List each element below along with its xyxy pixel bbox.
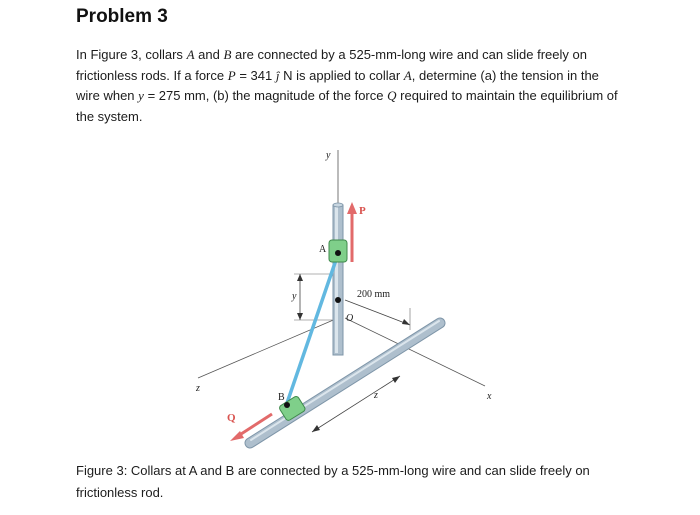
z-axis-line bbox=[198, 318, 338, 378]
math-var-b: B bbox=[223, 47, 232, 62]
z-dim-arrow-left bbox=[312, 425, 320, 432]
dim-200-arrow bbox=[402, 319, 410, 325]
text-segment: N is applied to collar bbox=[283, 67, 401, 83]
rod-vertical-highlight bbox=[335, 207, 338, 353]
label-200mm: 200 mm bbox=[357, 289, 391, 300]
figure-caption: Figure 3: Collars at A and B are connected by a 525-mm-long wire and can slide freely on frictionless rod. bbox=[76, 463, 590, 500]
collar-a-point bbox=[335, 250, 341, 256]
text-segment: required to maintain the equilibrium of the system. bbox=[76, 88, 618, 124]
label-z-axis: z bbox=[196, 383, 200, 394]
math-var-p: P bbox=[227, 67, 236, 83]
rod-vertical-top bbox=[333, 203, 343, 207]
label-force-p: P bbox=[359, 205, 366, 217]
problem-title: Problem 3 bbox=[76, 6, 168, 27]
y-dim-arrow-top bbox=[297, 274, 303, 281]
force-p-head bbox=[347, 202, 357, 214]
text-segment: are connected by a 525-mm-long wire and can slide freely on frictionless rods. If a force bbox=[76, 47, 587, 83]
text-segment: , determine (a) the tension in the wire when bbox=[76, 67, 599, 103]
z-dim-arrow-right bbox=[392, 376, 400, 383]
text-segment: = 341 bbox=[239, 67, 273, 83]
label-collar-a: A bbox=[319, 244, 327, 255]
wire bbox=[286, 254, 338, 406]
text-segment: = 275 mm, (b) the magnitude of the force bbox=[147, 88, 384, 103]
z-dimension-line bbox=[312, 376, 400, 432]
collar-b-point bbox=[284, 402, 290, 408]
text-segment: In Figure 3, collars bbox=[76, 47, 183, 62]
math-var-a: A bbox=[403, 67, 412, 83]
label-origin: O bbox=[346, 313, 354, 324]
unit-vector-j: ĵ bbox=[275, 67, 280, 83]
label-collar-b: B bbox=[278, 392, 285, 403]
rod-horizontal bbox=[250, 323, 440, 443]
math-var-q: Q bbox=[387, 88, 397, 103]
text-segment: and bbox=[198, 47, 220, 62]
label-z-dim: z bbox=[374, 390, 378, 401]
label-y-dim: y bbox=[292, 291, 297, 302]
math-var-y: y bbox=[138, 88, 144, 103]
label-y-axis: y bbox=[326, 150, 331, 161]
label-force-q: Q bbox=[227, 412, 236, 424]
label-x-axis: x bbox=[487, 391, 492, 402]
dim-200-line bbox=[345, 300, 410, 325]
math-var-a: A bbox=[186, 47, 195, 62]
y-dim-arrow-bottom bbox=[297, 313, 303, 320]
rod-horizontal-highlight bbox=[251, 321, 439, 440]
origin-point bbox=[335, 297, 341, 303]
